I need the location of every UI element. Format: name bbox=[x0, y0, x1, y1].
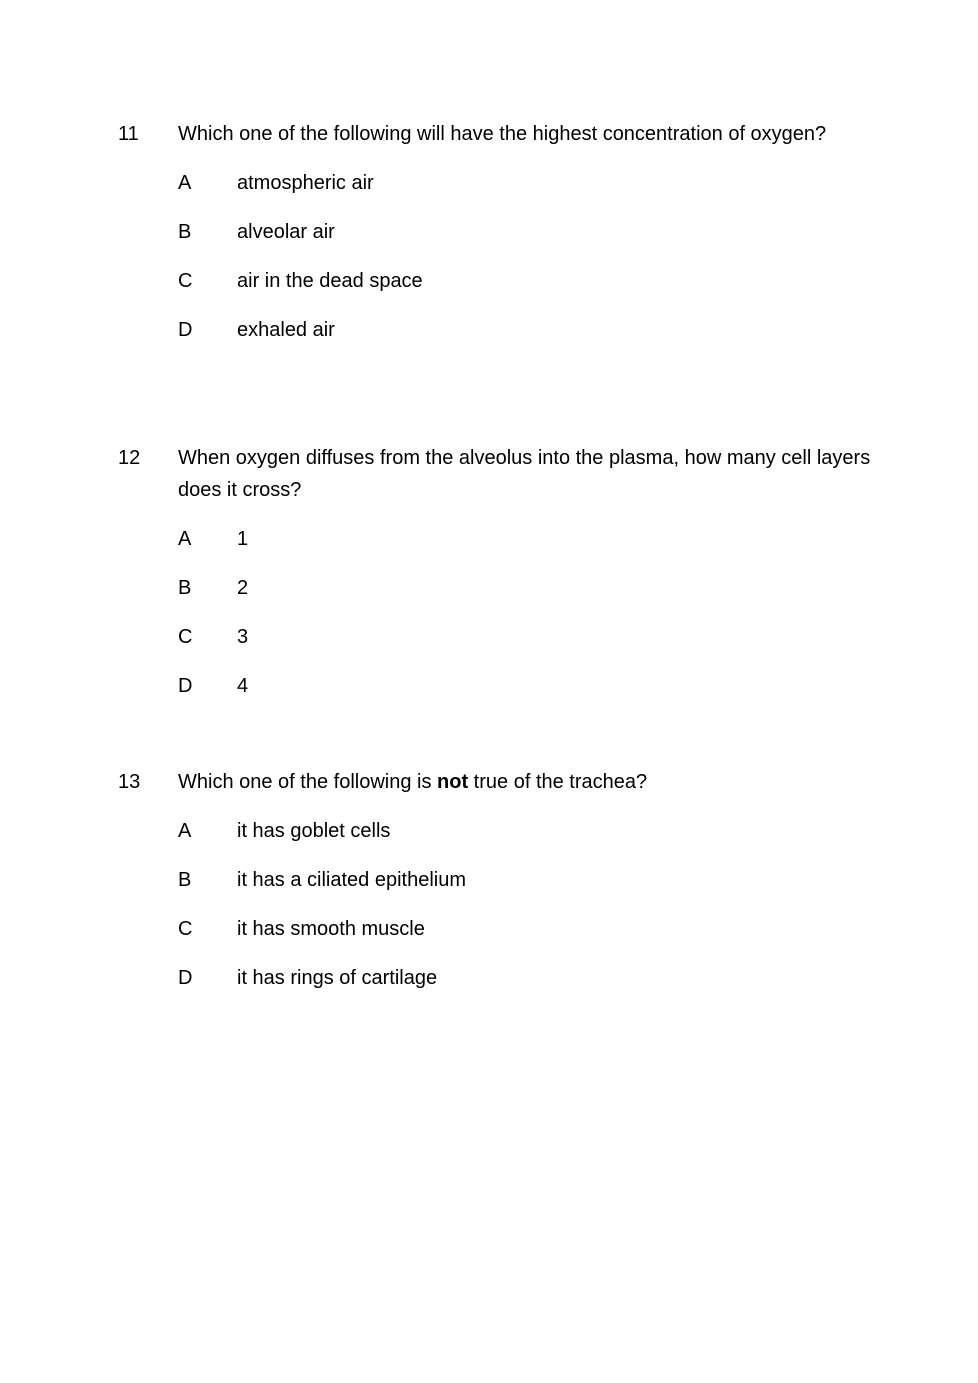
option-text: it has smooth muscle bbox=[237, 918, 425, 940]
option-c[interactable] bbox=[178, 621, 878, 670]
question-number: 12 bbox=[118, 447, 141, 469]
option-d[interactable] bbox=[178, 314, 878, 363]
option-letter: B bbox=[178, 869, 192, 891]
question-13 bbox=[118, 766, 878, 1011]
option-letter: A bbox=[178, 820, 192, 842]
question-stem bbox=[118, 766, 878, 798]
option-text: 1 bbox=[237, 528, 249, 550]
question-12 bbox=[118, 442, 878, 719]
option-letter: B bbox=[178, 221, 192, 243]
question-number: 11 bbox=[118, 123, 139, 145]
option-letter: A bbox=[178, 528, 192, 550]
question-text-emphasis: not bbox=[437, 771, 469, 793]
option-list bbox=[178, 167, 878, 363]
option-a[interactable] bbox=[178, 523, 878, 572]
option-d[interactable] bbox=[178, 962, 878, 1011]
option-list bbox=[178, 815, 878, 1011]
option-text: 2 bbox=[237, 577, 249, 599]
option-text: air in the dead space bbox=[237, 270, 423, 292]
option-a[interactable] bbox=[178, 815, 878, 864]
option-letter: C bbox=[178, 918, 193, 940]
option-text: it has a ciliated epithelium bbox=[237, 869, 467, 891]
option-text: it has rings of cartilage bbox=[237, 967, 438, 989]
option-text: exhaled air bbox=[237, 319, 335, 341]
option-text: alveolar air bbox=[237, 221, 335, 243]
question-11 bbox=[118, 118, 878, 363]
option-c[interactable] bbox=[178, 913, 878, 962]
option-text: it has goblet cells bbox=[237, 820, 391, 842]
question-text-after: true of the trachea? bbox=[468, 771, 648, 793]
option-letter: B bbox=[178, 577, 192, 599]
option-b[interactable] bbox=[178, 864, 878, 913]
option-d[interactable] bbox=[178, 670, 878, 719]
question-stem bbox=[118, 442, 878, 506]
question-number: 13 bbox=[118, 771, 141, 793]
option-a[interactable] bbox=[178, 167, 878, 216]
option-b[interactable] bbox=[178, 216, 878, 265]
option-letter: A bbox=[178, 172, 192, 194]
option-text: atmospheric air bbox=[237, 172, 374, 194]
option-text: 4 bbox=[237, 675, 249, 697]
question-text: Which one of the following will have the highest concentration of oxygen? bbox=[178, 123, 827, 145]
option-letter: D bbox=[178, 675, 193, 697]
question-text bbox=[178, 766, 878, 798]
option-b[interactable] bbox=[178, 572, 878, 621]
option-letter: D bbox=[178, 967, 193, 989]
option-letter: C bbox=[178, 270, 193, 292]
option-text: 3 bbox=[237, 626, 249, 648]
question-stem bbox=[118, 118, 878, 150]
question-text-before: Which one of the following is bbox=[178, 771, 438, 793]
option-letter: D bbox=[178, 319, 193, 341]
option-letter: C bbox=[178, 626, 193, 648]
option-c[interactable] bbox=[178, 265, 878, 314]
question-text: When oxygen diffuses from the alveolus into the plasma, how many cell layers does it cross? bbox=[178, 447, 871, 501]
option-list bbox=[178, 523, 878, 719]
